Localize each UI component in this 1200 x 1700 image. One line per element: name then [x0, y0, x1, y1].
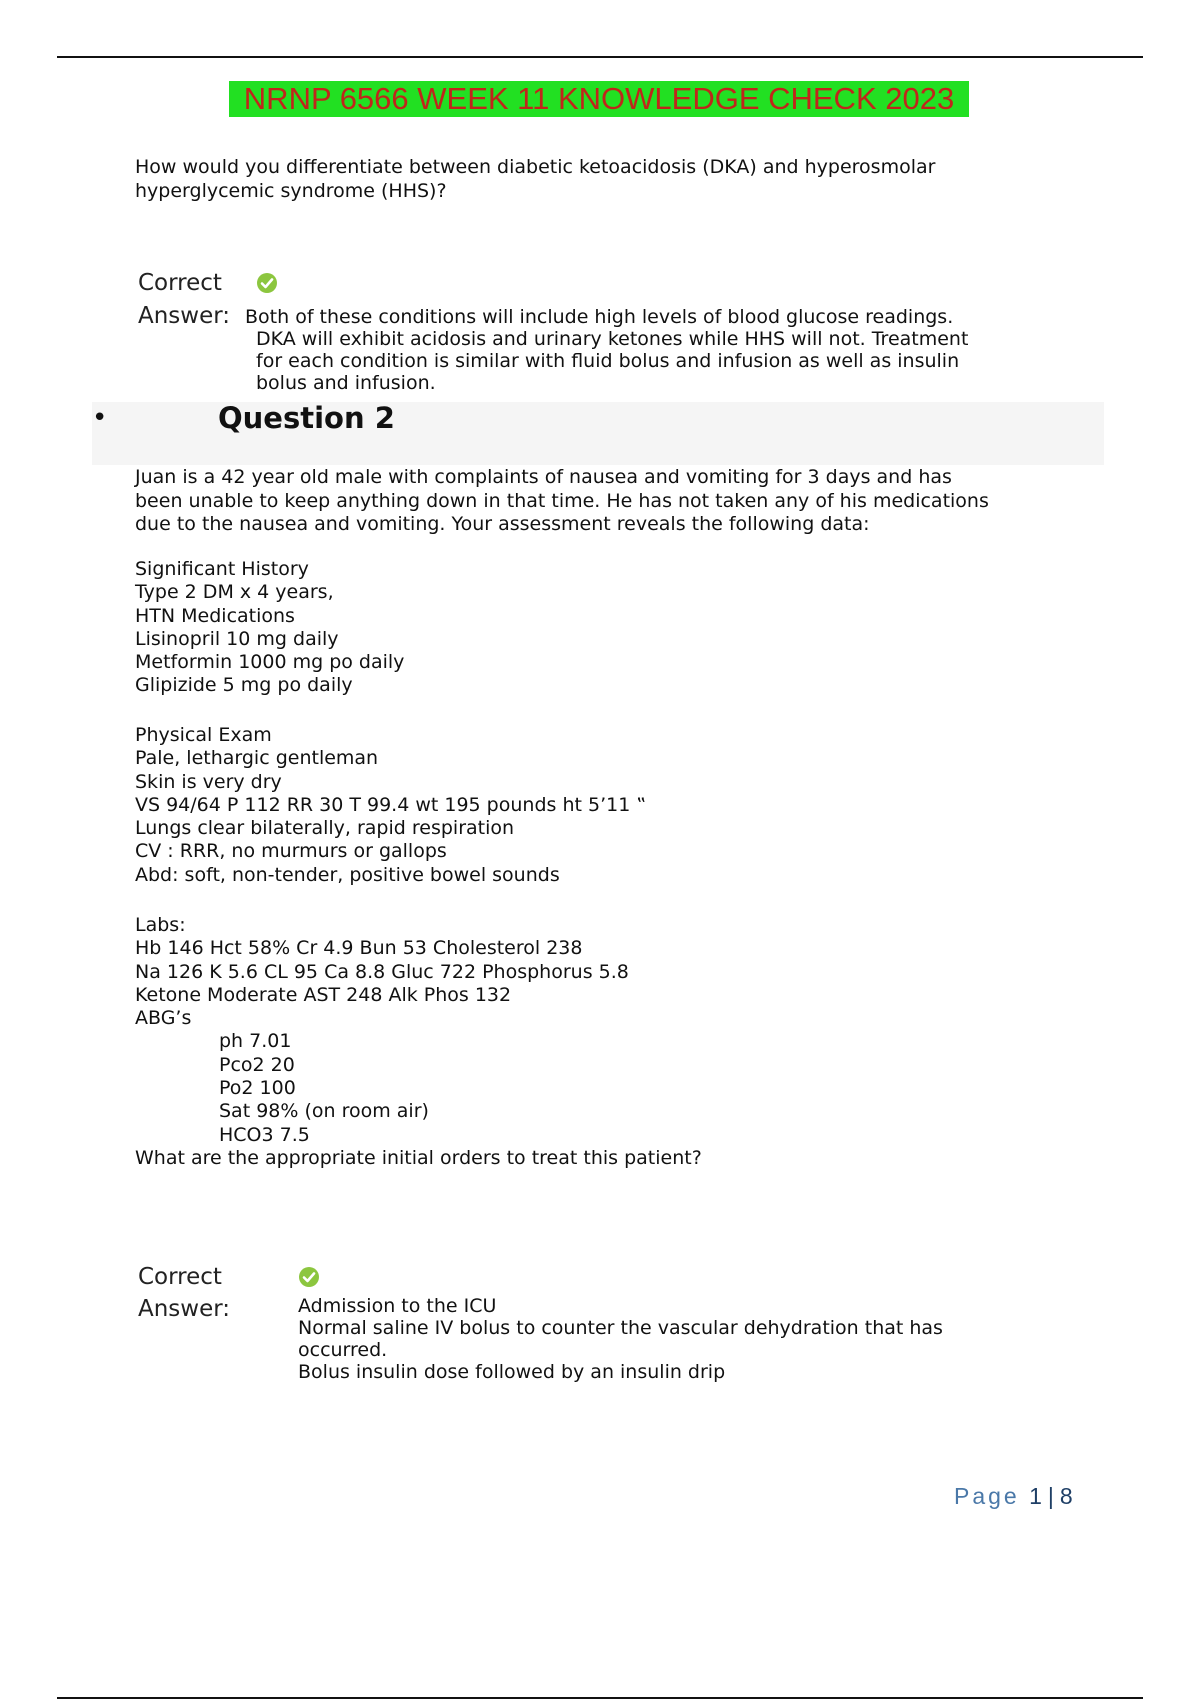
labs-line: Na 126 K 5.6 CL 95 Ca 8.8 Gluc 722 Phosphorus 5.8: [135, 960, 629, 983]
question-2-line: been unable to keep anything down in that time. He has not taken any of his medications: [135, 489, 989, 512]
bullet: •: [92, 403, 108, 433]
q2-answer-label: Answer:: [138, 1296, 231, 1322]
page-separator: |: [1047, 1483, 1054, 1509]
q1-correct-label: Correct: [138, 270, 222, 296]
page-total: 8: [1059, 1483, 1073, 1509]
top-rule: [57, 56, 1143, 58]
history-line: HTN Medications: [135, 604, 295, 627]
question-1-text: [135, 156, 1035, 203]
abg-line: Pco2 20: [219, 1053, 295, 1076]
exam-line: Abd: soft, non-tender, positive bowel sounds: [135, 863, 560, 886]
question-2-line: due to the nausea and vomiting. Your assessment reveals the following data:: [135, 513, 870, 535]
exam-line: Physical Exam: [135, 724, 272, 746]
abg-line: Sat 98% (on room air): [219, 1100, 429, 1123]
labs-line: Hb 146 Hct 58% Cr 4.9 Bun 53 Cholesterol 238: [135, 937, 583, 960]
abg-line: HCO3 7.5: [219, 1123, 310, 1146]
page-word: Page: [954, 1483, 1020, 1509]
history-line: Type 2 DM x 4 years,: [135, 581, 334, 604]
check-circle-icon: [298, 1266, 320, 1288]
exam-line: Lungs clear bilaterally, rapid respiration: [135, 817, 515, 840]
check-circle-icon: [256, 272, 278, 294]
answer-line: Admission to the ICU: [298, 1295, 497, 1317]
abg-line: ph 7.01: [219, 1030, 292, 1053]
history-line: Significant History: [135, 558, 309, 580]
abg-line: Po2 100: [219, 1077, 296, 1100]
exam-line: Skin is very dry: [135, 770, 282, 793]
q2-answer-text: [298, 1295, 1018, 1383]
answer-line: Bolus insulin dose followed by an insulin drip: [298, 1361, 726, 1383]
labs: [135, 914, 702, 1170]
physical-exam: [135, 724, 646, 887]
exam-line: VS 94/64 P 112 RR 30 T 99.4 wt 195 pounds ht 5’11 ‟: [135, 793, 647, 816]
q1-answer-text: [245, 306, 1025, 394]
labs-line: Ketone Moderate AST 248 Alk Phos 132: [135, 983, 512, 1006]
q2-correct-label: Correct: [138, 1264, 222, 1290]
answer-line: DKA will exhibit acidosis and urinary ketones while HHS will not. Treatment: [256, 328, 969, 350]
answer-line: occurred.: [298, 1339, 388, 1361]
answer-line: Both of these conditions will include high levels of blood glucose readings.: [245, 306, 954, 328]
question-1-line: How would you differentiate between diabetic ketoacidosis (DKA) and hyperosmolar: [135, 156, 936, 178]
significant-history: [135, 558, 404, 698]
answer-line: for each condition is similar with fluid bolus and infusion as well as insulin: [256, 350, 960, 372]
answer-line: bolus and infusion.: [256, 372, 436, 394]
page-number: [954, 1483, 1073, 1510]
question-2-line: Juan is a 42 year old male with complaints of nausea and vomiting for 3 days and has: [135, 466, 952, 488]
history-line: Lisinopril 10 mg daily: [135, 627, 339, 650]
answer-line: Normal saline IV bolus to counter the vascular dehydration that has: [298, 1317, 943, 1339]
question-2-prompt: What are the appropriate initial orders to treat this patient?: [135, 1146, 702, 1169]
page-current: 1: [1029, 1483, 1042, 1509]
question-2-heading: Question 2: [218, 401, 395, 435]
q1-answer-label: Answer:: [138, 303, 231, 329]
labs-line: ABG’s: [135, 1007, 192, 1030]
exam-line: CV : RRR, no murmurs or gallops: [135, 840, 447, 863]
question-2-intro: [135, 466, 1075, 537]
document-title: NRNP 6566 WEEK 11 KNOWLEDGE CHECK 2023: [229, 81, 969, 117]
history-line: Glipizide 5 mg po daily: [135, 674, 353, 697]
labs-line: Labs:: [135, 914, 186, 936]
history-line: Metformin 1000 mg po daily: [135, 651, 405, 674]
exam-line: Pale, lethargic gentleman: [135, 747, 379, 770]
bottom-rule: [57, 1697, 1143, 1699]
question-1-line: hyperglycemic syndrome (HHS)?: [135, 179, 447, 202]
